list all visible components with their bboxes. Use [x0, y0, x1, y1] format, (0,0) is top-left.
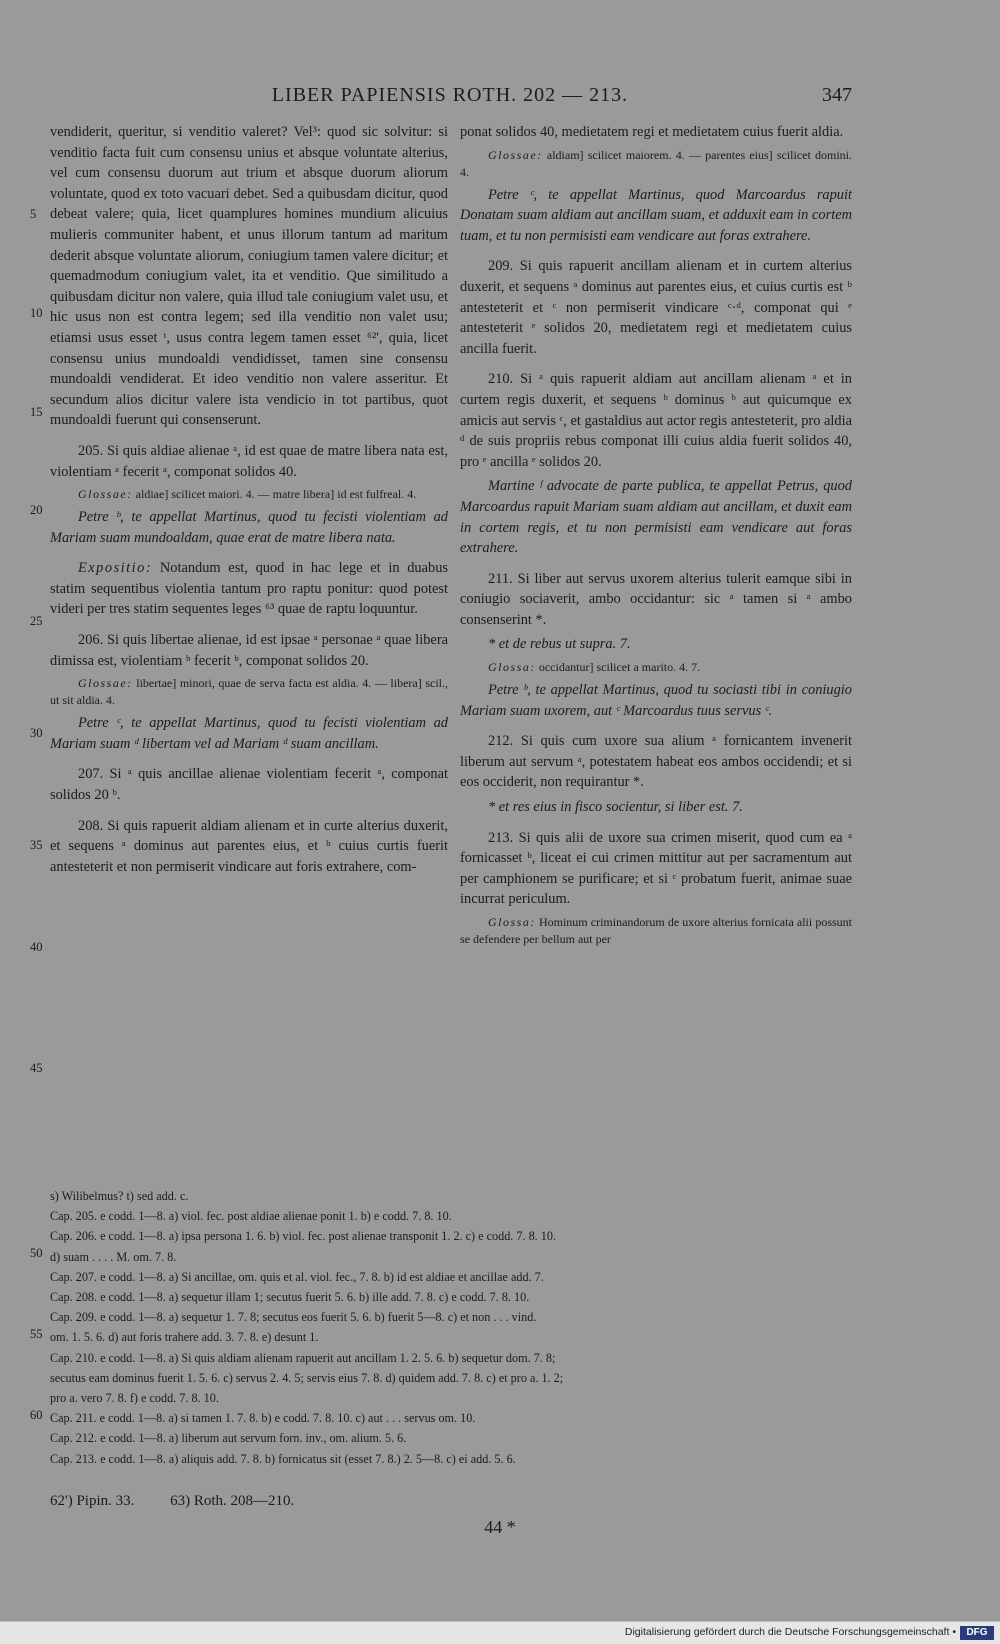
paragraph-text: aldiae] scilicet maiori. 4. — matre libera] id est fulfreal. 4. [135, 487, 417, 502]
paragraph-text: 211. Si liber aut servus uxorem alterius tulerit eamque sibi in coniugio sociaverit, ambo occidantur: sic ᵃ tamen si ᵃ ambo consenserint *. [460, 570, 852, 628]
line-number: 35 [30, 838, 43, 852]
footnote-line: Cap. 210. e codd. 1—8. a) Si quis aldiam alienam rapuerit aut ancillam 1. 2. 5. 6. b) sequetur dom. 7. 8; [50, 1350, 556, 1365]
gloss-label: Glossae: [78, 676, 133, 691]
footnote-line: Cap. 213. e codd. 1—8. a) aliquis add. 7. 8. b) fornicatus sit (esset 7. 8.) 2. 5—8. c) ei add. 5. 6. [50, 1451, 516, 1466]
paragraph-text: 212. Si quis cum uxore sua alium ᵃ fornicantem invenerit liberum aut servum ᵃ, potestatem habeat eos ambos occidendi; et si eos occiderit, non requirantur *. [460, 733, 852, 791]
footnote-line: Cap. 206. e codd. 1—8. a) ipsa persona 1. 6. b) viol. fec. post alienae transponit 1. 2. c) e codd. 7. 8. 10. [50, 1229, 556, 1244]
paragraph-text: vendiderit, queritur, si venditio valeret? Vel³: quod sic solvitur: si venditio facta fuit cum consensu unius et absque voluntate alterius, vel cum consensu duorum aut trium et absque duorum aliorum voluntate, quod ex toto vacuari debet. Sed a quibusdam dicitur, quod debeat valere; quia, licet quamplures homines mundium alicuius mulieris communiter habent, et unus illorum tantum ad maritum dederit absque voluntate aliorum, coniugium tamen valere dicitur; et quemadmodum coniugium valet, ita et venditio. Que similitudo a quibusdam dicitur non valere, quia illud tale coniugium valet usu, et hic usus non est contra legem; sed illa venditio non valet usu; etiamsi usus esset ᵗ, usus contra legem tamen esset ⁶²', quia, licet consensu unius mundoaldi vendidisset, tamen sine consensu mundoaldi vendiderat. Et ideo venditio non valere asseritur. Et secundum alios dicitur valere ista vendicio in tot partibus, quot mundoaldi fuerunt qui consenserunt. [50, 124, 448, 429]
apparatus-footnotes [50, 1186, 856, 1469]
line-number: 40 [30, 940, 43, 954]
footnote-line: pro a. vero 7. 8. f) e codd. 7. 8. 10. [50, 1391, 219, 1406]
footnote-line: d) suam . . . . M. om. 7. 8. [50, 1249, 177, 1264]
text-paragraph [460, 828, 852, 910]
footnote-line: Cap. 209. e codd. 1—8. a) sequetur 1. 7. 8; secutus eos fuerit 5. 6. b) fuerit 5—8. c) et non . . . vind. [50, 1310, 537, 1325]
footnote-line: Cap. 208. e codd. 1—8. a) sequetur illam 1; secutus fuerit 5. 6. b) ille add. 7. 8. c) e codd. 7. 8. 10. [50, 1290, 530, 1305]
paragraph-text: 206. Si quis libertae alienae, id est ipsae ᵃ personae ᵃ quae libera dimissa est, violentiam ᵇ fecerit ᵇ, componat solidos 20. [50, 632, 448, 669]
footnote-line: secutus eam dominus fuerit 1. 5. 6. c) servus 2. 4. 5; servis eius 7. 8. d) quidem add. 7. 8. c) et pro a. 1. 2; [50, 1370, 564, 1385]
line-number: 10 [30, 306, 43, 320]
glossa-paragraph [460, 659, 852, 676]
paragraph-text: Petre ᶜ, te appellat Martinus, quod Marcoardus rapuit Donatam suam aldiam aut ancillam suam, et adduxit eam in cortem tuam, et tu non permisisti eam vendicare aut foras extrahere. [460, 186, 852, 244]
paragraph-text: aldiam] scilicet maiorem. 4. — parentes eius] scilicet domini. 4. [460, 147, 853, 179]
footnote-line-number: 50 [30, 1246, 43, 1260]
right-column [460, 122, 852, 952]
paragraph-text: * et res eius in fisco socientur, si liber est. 7. [488, 799, 743, 816]
text-paragraph [50, 558, 448, 620]
line-number: 20 [30, 503, 43, 517]
gloss-label: Glossa: [488, 660, 536, 675]
petre-formula [50, 713, 448, 754]
paragraph-text: 207. Si ᵃ quis ancillae alienae violentiam fecerit ᵃ, componat solidos 20 ᵇ. [50, 766, 448, 804]
line-number: 45 [30, 1061, 43, 1075]
footer-bar [0, 1621, 1000, 1644]
gloss-label: Glossa: [488, 915, 536, 929]
text-paragraph [460, 634, 852, 655]
funding-credit: Digitalisierung gefördert durch die Deutsche Forschungsgemeinschaft • [624, 1626, 956, 1638]
dfg-logo: DFG [960, 1626, 994, 1640]
text-paragraph [460, 256, 852, 359]
footnote-line-number: 60 [30, 1408, 43, 1422]
paragraph-text: 213. Si quis alii de uxore sua crimen miserit, quod cum ea ᵃ fornicasset ᵇ, liceat ei cui crimen mittitur aut per sacramentum aut per camphionem se purificare; et si ᶜ probatum fuerit, animae suae incurrat periculum. [460, 829, 852, 908]
paragraph-text: 208. Si quis rapuerit aldiam alienam et in curte alterius duxerit, et sequens ᵃ dominus aut parentes eius, et ᵇ cuius curtis fuerit antesteterit et non permiserit vindicare aut foris extrahere, com- [50, 817, 448, 875]
paragraph-text: Petre ᵇ, te appellat Martinus, quod tu fecisti violentiam ad Mariam suam mundoaldam, quae erat de matre libera nata. [50, 509, 448, 546]
paragraph-text: Petre ᶜ, te appellat Martinus, quod tu fecisti violentiam ad Mariam suam ᵈ libertam vel ad Mariam ᵈ suam ancillam. [50, 715, 448, 752]
reference-note: 63) Roth. 208—210. [170, 1493, 295, 1509]
text-paragraph [460, 797, 852, 818]
paragraph-text: * et de rebus ut supra. 7. [488, 636, 631, 653]
left-column [50, 122, 448, 881]
paragraph-text: Notandum est, quod in hac lege et in duabus statim sequentibus violentia tantum pro raptu ponitur: quod potest videri per tres statim sequentes leges ⁶³ quae de raptu loquuntur. [50, 560, 448, 618]
text-paragraph [50, 441, 448, 482]
glossa-paragraph [460, 147, 852, 181]
petre-formula [460, 185, 852, 247]
text-paragraph [50, 630, 448, 671]
petre-formula [50, 507, 448, 548]
page-header [48, 84, 852, 112]
signature-mark: 44 * [484, 1517, 516, 1537]
line-number: 15 [30, 405, 43, 419]
reference-notes [50, 1493, 326, 1510]
reference-note: 62') Pipin. 33. [50, 1493, 135, 1509]
text-paragraph [50, 764, 448, 805]
text-paragraph [460, 731, 852, 793]
gloss-label: Expositio: [78, 560, 153, 577]
gloss-label: Glossae: [78, 487, 133, 502]
page-number: 347 [822, 84, 852, 106]
paragraph-text: 209. Si quis rapuerit ancillam alienam et in curtem alterius duxerit, et sequens ᵃ dominus aut parentes eius, et cuius curtis est ᵇ antesteterit et ᶜ non permiserit vindicare ᶜ·ᵈ, componat qui ᵉ antesteterit ᵉ solidos 20, medietatem regi et medietatem cuius ancilla fuerit. [460, 258, 852, 357]
paragraph-text: 210. Si ᵃ quis rapuerit aldiam aut ancillam alienam ᵃ et in curtem regis duxerit, et sequens ᵇ dominus ᵇ aut quicumque ex amicis aut servis ᶜ, et gastaldius aut actor regis antesteterit, pro aldia ᵈ de suis propriis rebus componat illi cuius aldia fuerit solidos 40, pro ᵉ ancilla ᵉ solidos 20. [460, 371, 852, 470]
paragraph-text: Martine ᶠ advocate de parte publica, te appellat Petrus, quod Marcoardus rapuit Mariam suam aldiam aut ancillam, et duxit eam in cortem regis, et tu non permisisti eam vendicare aut foras extrahere. [460, 478, 852, 557]
text-paragraph [460, 369, 852, 472]
text-paragraph [460, 122, 852, 143]
text-paragraph [50, 816, 448, 878]
glossa-paragraph [50, 486, 448, 503]
gloss-label: Glossae: [488, 147, 543, 162]
footnote-line: om. 1. 5. 6. d) aut foris trahere add. 3. 7. 8. e) desunt 1. [50, 1330, 319, 1345]
footnote-line: s) Wilibelmus? t) sed add. c. [50, 1189, 189, 1203]
line-number: 30 [30, 726, 43, 740]
paragraph-text: Hominum criminandorum de uxore alterius fornicata alii possunt se defendere per bellum aut per [460, 915, 853, 946]
text-paragraph [50, 122, 448, 431]
paragraph-text: occidantur] scilicet a marito. 4. 7. [538, 660, 701, 675]
paragraph-text: 205. Si quis aldiae alienae ᵃ, id est quae de matre libera nata est, violentiam ᵃ fecerit ᵃ, componat solidos 40. [50, 442, 448, 480]
line-number: 5 [30, 207, 37, 221]
petre-formula [460, 476, 852, 558]
glossa-paragraph [50, 675, 448, 709]
footnote-line: Cap. 211. e codd. 1—8. a) si tamen 1. 7. 8. b) e codd. 7. 8. 10. c) aut . . . servus om. 10. [50, 1411, 476, 1426]
running-title: LIBER PAPIENSIS ROTH. 202 — 213. [271, 84, 629, 106]
footnote-line: Cap. 212. e codd. 1—8. a) liberum aut servum forn. inv., om. alium. 5. 6. [50, 1431, 407, 1446]
footnote-line-number: 55 [30, 1327, 43, 1341]
petre-formula [460, 680, 852, 721]
footnote-line: Cap. 207. e codd. 1—8. a) Si ancillae, om. quis et al. viol. fec., 7. 8. b) id est aldiae et ancillae add. 7. [50, 1269, 544, 1284]
footnote-line: Cap. 205. e codd. 1—8. a) viol. fec. post aldiae alienae ponit 1. b) e codd. 7. 8. 10. [50, 1209, 452, 1224]
paragraph-text: Petre ᵇ, te appellat Martinus, quod tu sociasti tibi in coniugio Mariam suam uxorem, aut ᶜ Marcoardus tuus servus ᶜ. [460, 682, 852, 719]
text-paragraph [460, 569, 852, 631]
line-number: 25 [30, 614, 43, 628]
glossa-paragraph [460, 914, 852, 948]
paragraph-text: ponat solidos 40, medietatem regi et medietatem cuius fuerit aldia. [460, 124, 844, 140]
paragraph-text: libertae] minori, quae de serva facta est aldia. 4. — libera] scil., ut sit aldia. 4. [50, 676, 448, 708]
